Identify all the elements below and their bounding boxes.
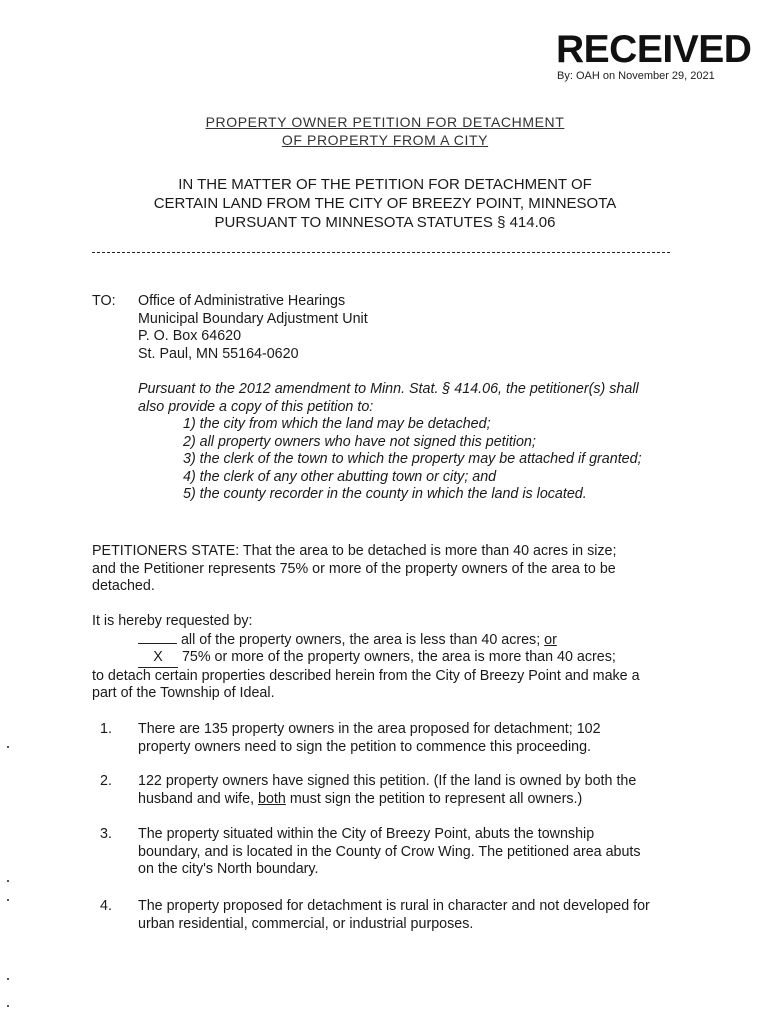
instructions-list — [138, 416, 678, 504]
scan-mark — [7, 746, 9, 748]
item-line: The property situated within the City of Breezy Point, abuts the township — [138, 826, 595, 842]
petitioners-line-3: detached. — [92, 578, 155, 594]
item-number: 2. — [100, 773, 112, 789]
copy-instructions — [138, 381, 678, 504]
address-line: Municipal Boundary Adjustment Unit — [138, 310, 368, 327]
option-2-checkbox-marked[interactable]: X — [138, 649, 178, 668]
emphasis-both: both — [258, 790, 286, 807]
instructions-list-item: 4) the clerk of any other abutting town or city; and — [183, 468, 497, 485]
matter-line-3: PURSUANT TO MINNESOTA STATUTES § 414.06 — [214, 214, 556, 231]
instructions-list-item: 1) the city from which the land may be detached; — [183, 416, 491, 432]
item-line-part: must sign the petition to represent all owners.) — [285, 790, 583, 807]
petitioners-line-1: PETITIONERS STATE: That the area to be detached is more than 40 acres in size; — [92, 543, 617, 559]
recipient-address — [138, 293, 368, 363]
document-title-line-2: OF PROPERTY FROM A CITY — [281, 132, 489, 148]
matter-heading — [0, 175, 770, 232]
instructions-list-item: 3) the clerk of the town to which the property may be attached if granted; — [183, 451, 642, 467]
address-line: Office of Administrative Hearings — [138, 293, 346, 309]
to-label: TO: — [92, 293, 116, 309]
item-number: 3. — [100, 826, 112, 842]
option-1-text: all of the property owners, the area is less than 40 acres; — [177, 631, 545, 648]
scan-mark — [7, 1005, 9, 1007]
document-title — [0, 113, 770, 149]
request-option-75-percent — [92, 649, 682, 668]
item-line: There are 135 property owners in the area proposed for detachment; 102 — [138, 721, 601, 737]
item-line: The property proposed for detachment is rural in character and not developed for — [138, 898, 650, 914]
matter-line-2: CERTAIN LAND FROM THE CITY OF BREEZY POINT, MINNESOTA — [153, 195, 617, 212]
item-text — [138, 721, 683, 756]
request-option-all-owners — [92, 631, 682, 650]
item-line: boundary, and is located in the County of Crow Wing. The petitioned area abuts — [138, 843, 641, 860]
dashed-divider — [92, 252, 670, 253]
item-text — [138, 898, 683, 933]
matter-line-1: IN THE MATTER OF THE PETITION FOR DETACHMENT OF — [178, 176, 592, 193]
item-line: urban residential, commercial, or industrial purposes. — [138, 915, 474, 932]
item-number: 4. — [100, 898, 112, 914]
address-line: St. Paul, MN 55164-0620 — [138, 345, 299, 362]
received-by-line: By: OAH on November 29, 2021 — [557, 70, 715, 82]
scan-mark — [7, 899, 9, 901]
document-title-line-1: PROPERTY OWNER PETITION FOR DETACHMENT — [205, 114, 565, 130]
item-line: 122 property owners have signed this petition. (If the land is owned by both the — [138, 773, 637, 789]
item-line — [138, 791, 683, 809]
scan-mark — [7, 880, 9, 882]
request-closing-line-2: part of the Township of Ideal. — [92, 685, 275, 701]
item-line: property owners need to sign the petition to commence this proceeding. — [138, 738, 591, 755]
option-1-or: or — [544, 631, 557, 648]
request-section — [92, 613, 682, 703]
instructions-list-item: 5) the county recorder in the county in which the land is located. — [183, 486, 587, 502]
item-line-part: husband and wife, — [138, 790, 259, 807]
item-line: on the city's North boundary. — [138, 861, 319, 877]
item-number: 1. — [100, 721, 112, 737]
received-title: RECEIVED — [556, 28, 752, 71]
request-intro: It is hereby requested by: — [92, 613, 253, 629]
petitioners-statement — [92, 543, 662, 596]
scan-mark — [7, 978, 9, 980]
address-line: P. O. Box 64620 — [138, 328, 242, 344]
instructions-list-item: 2) all property owners who have not signed this petition; — [183, 433, 536, 450]
petitioners-line-2: and the Petitioner represents 75% or more of the property owners of the area to be — [92, 560, 616, 577]
option-1-checkbox-blank[interactable] — [138, 631, 177, 644]
item-text — [138, 773, 683, 808]
request-closing-line-1: to detach certain properties described herein from the City of Breezy Point and make a — [92, 667, 640, 684]
item-text — [138, 826, 683, 879]
option-2-text: 75% or more of the property owners, the area is more than 40 acres; — [178, 649, 616, 665]
received-stamp — [556, 30, 756, 83]
instructions-intro-line-1: Pursuant to the 2012 amendment to Minn. Stat. § 414.06, the petitioner(s) shall — [138, 381, 639, 397]
instructions-intro-line-2: also provide a copy of this petition to: — [138, 398, 374, 415]
